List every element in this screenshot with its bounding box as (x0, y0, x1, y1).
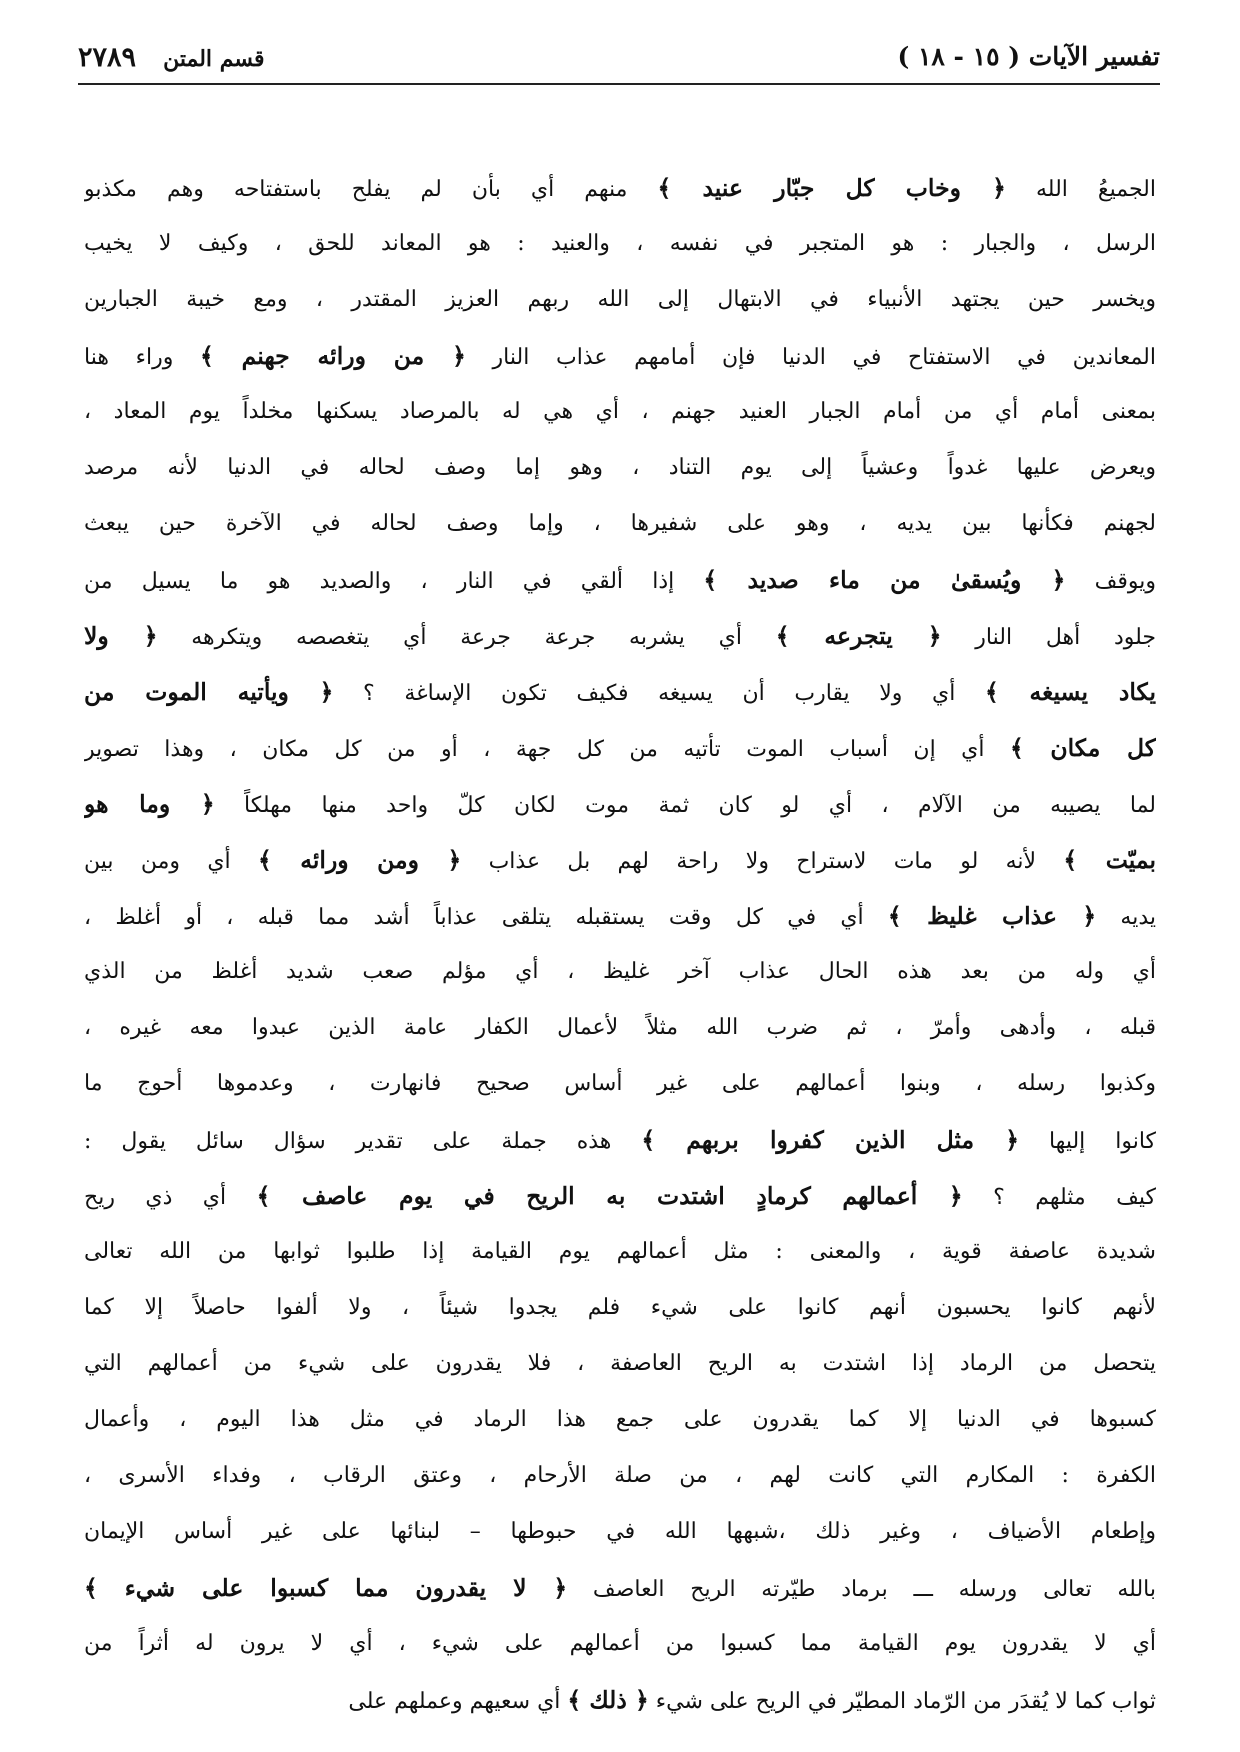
commentary-segment: وكذبوا رسله ، وبنوا أعمالهم على غير أساس صحيح فانهارت ، وعدموها أحوج ما (84, 1071, 1156, 1096)
text-line (84, 776, 1156, 832)
commentary-segment: كيف مثلهم ؟ (962, 1185, 1156, 1210)
header-section-name: قسم المتن (163, 46, 265, 72)
quran-verse-segment: يكاد يسيغه ﴾ (984, 678, 1156, 706)
quran-verse-segment: ﴿ لا يقدرون مما كسبوا على شيء ﴾ (84, 1574, 568, 1602)
commentary-segment: كانوا إليها (1019, 1129, 1156, 1154)
text-line (84, 1280, 1156, 1336)
commentary-body (84, 160, 1156, 1728)
commentary-segment: وراء هنا (84, 345, 200, 370)
commentary-segment: منهم أي بأن لم يفلح باستفتاحه وهم مكذبو (84, 177, 658, 202)
text-line (84, 272, 1156, 328)
commentary-segment: شديدة عاصفة قوية ، والمعنى : مثل أعمالهم يوم القيامة إذا طلبوا ثوابها من الله تعالى (84, 1239, 1156, 1264)
text-line (84, 720, 1156, 776)
commentary-segment: أي لا يقدرون يوم القيامة مما كسبوا من أعمالهم على شيء ، أي لا يرون له أثراً من (84, 1631, 1156, 1656)
text-line (84, 664, 1156, 720)
commentary-segment: الجميعُ الله (1005, 177, 1156, 202)
commentary-segment: بمعنى أمام أي من أمام الجبار العنيد جهنم ، أي هي له بالمرصاد يسكنها مخلداً يوم المعاد ، (84, 399, 1156, 424)
text-line (84, 1392, 1156, 1448)
quran-verse-segment: ﴿ أعمالهم كرمادٍ اشتدت به الريح في يوم عاصف ﴾ (256, 1182, 963, 1210)
commentary-segment: ويوقف (1065, 569, 1156, 594)
text-line (84, 608, 1156, 664)
text-line (84, 1616, 1156, 1672)
text-line (84, 328, 1156, 384)
text-line (84, 1224, 1156, 1280)
text-line (84, 216, 1156, 272)
quran-verse-segment: ﴿ مثل الذين كفروا بربهم ﴾ (641, 1126, 1020, 1154)
commentary-segment: أي في كل وقت يستقبله يتلقى عذاباً أشد مما قبله ، أو أغلظ ، (84, 905, 888, 930)
commentary-segment: لأنه لو مات لاستراح ولا راحة لهم بل عذاب (461, 849, 1064, 874)
text-line (84, 384, 1156, 440)
text-line (84, 1336, 1156, 1392)
commentary-segment: أي إن أسباب الموت تأتيه من كل جهة ، أو من كل مكان ، وهذا تصوير (84, 737, 1010, 762)
quran-verse-segment: بميّت ﴾ (1063, 846, 1156, 874)
commentary-segment: لما يصيبه من الآلام ، أي لو كان ثمة موت لكان كلّ واحد منها مهلكاً (214, 793, 1156, 818)
text-line (84, 888, 1156, 944)
commentary-segment: إذا ألقي في النار ، والصديد هو ما يسيل من (84, 569, 704, 594)
commentary-segment: المعاندين في الاستفتاح في الدنيا فإن أمامهم عذاب النار (465, 345, 1156, 370)
quran-verse-segment: ﴿ وما هو (84, 790, 215, 818)
commentary-segment: هذه جملة على تقدير سؤال سائل يقول : (84, 1129, 642, 1154)
text-line (84, 1056, 1156, 1112)
page-number: ٢٧٨٩ (78, 42, 137, 73)
text-line (84, 160, 1156, 216)
text-line (84, 1000, 1156, 1056)
quran-verse-segment: ﴿ عذاب غليظ ﴾ (887, 902, 1097, 930)
text-line (84, 832, 1156, 888)
quran-verse-segment: ﴿ ذلك ﴾ (567, 1686, 649, 1714)
commentary-segment: لأنهم كانوا يحسبون أنهم كانوا على شيء فلم يجدوا شيئاً ، ولا ألفوا حاصلاً إلا كما (84, 1295, 1156, 1320)
quran-verse-segment: ﴿ ولا (84, 622, 158, 650)
header-left-block (78, 42, 264, 73)
commentary-segment: وإطعام الأضياف ، وغير ذلك ،شبهها الله في حبوطها – لبنائها على غير أساس الإيمان (84, 1519, 1156, 1544)
text-line (84, 1672, 1156, 1728)
commentary-segment: يديه (1096, 905, 1156, 930)
text-line (84, 552, 1156, 608)
quran-verse-segment: كل مكان ﴾ (1009, 734, 1156, 762)
header-divider (78, 83, 1160, 85)
commentary-segment: أي ولا يقارب أن يسيغه فكيف تكون الإساغة ؟ (333, 681, 985, 706)
commentary-segment: أي يشربه جرعة جرعة أي يتغصصه ويتكرهه (157, 625, 776, 650)
text-line (84, 1168, 1156, 1224)
commentary-segment: ويعرض عليها غدواً وعشياً إلى يوم التناد ، وهو إما وصف لحاله في الدنيا لأنه مرصد (84, 455, 1156, 480)
text-line (84, 496, 1156, 552)
commentary-segment: ويخسر حين يجتهد الأنبياء في الابتهال إلى الله ربهم العزيز المقتدر ، ومع خيبة الجبارين (84, 287, 1156, 312)
quran-verse-segment: ﴿ ويأتيه الموت من (84, 678, 334, 706)
commentary-segment: أي سعيهم وعملهم على (348, 1689, 568, 1714)
text-line (84, 1560, 1156, 1616)
quran-verse-segment: ﴿ من ورائه جهنم ﴾ (199, 342, 466, 370)
commentary-segment: أي وله من بعد هذه الحال عذاب آخر غليظ ، أي مؤلم صعب شديد أغلظ من الذي (84, 959, 1156, 984)
commentary-segment: أي ذي ريح (84, 1185, 257, 1210)
text-line (84, 1112, 1156, 1168)
text-line (84, 944, 1156, 1000)
commentary-segment: الرسل ، والجبار : هو المتجبر في نفسه ، والعنيد : هو المعاند للحق ، وكيف لا يخيب (84, 231, 1156, 256)
quran-verse-segment: ﴿ ويُسقىٰ من ماء صديد ﴾ (703, 566, 1066, 594)
commentary-segment: بالله تعالى ورسله ـــ برماد طيّرته الريح العاصف (567, 1577, 1156, 1602)
commentary-segment: الكفرة : المكارم التي كانت لهم ، من صلة الأرحام ، وعتق الرقاب ، وفداء الأسرى ، (84, 1463, 1156, 1488)
commentary-segment: لجهنم فكأنها بين يديه ، وهو على شفيرها ، وإما وصف لحاله في الآخرة حين يبعث (84, 511, 1156, 536)
text-line (84, 1504, 1156, 1560)
quran-verse-segment: ﴿ يتجرعه ﴾ (775, 622, 942, 650)
commentary-segment: أي ومن بين (84, 849, 258, 874)
header-verses-title: تفسير الآيات ( ١٥ - ١٨ ) (897, 42, 1160, 71)
commentary-segment: كسبوها في الدنيا إلا كما يقدرون على جمع هذا الرماد في مثل هذا اليوم ، وأعمال (84, 1407, 1156, 1432)
quran-verse-segment: ﴿ وخاب كل جبّار عنيد ﴾ (657, 174, 1006, 202)
commentary-segment: جلود أهل النار (941, 625, 1156, 650)
commentary-segment: ثواب كما لا يُقدَر من الرّماد المطيّر في الريح على شيء (648, 1689, 1156, 1714)
commentary-segment: قبله ، وأدهى وأمرّ ، ثم ضرب الله مثلاً لأعمال الكفار عامة الذين عبدوا معه غيره ، (84, 1015, 1156, 1040)
quran-verse-segment: ﴿ ومن ورائه ﴾ (257, 846, 462, 874)
text-line (84, 440, 1156, 496)
text-line (84, 1448, 1156, 1504)
running-header (78, 38, 1160, 82)
commentary-segment: يتحصل من الرماد إذا اشتدت به الريح العاصفة ، فلا يقدرون على شيء من أعمالهم التي (84, 1351, 1156, 1376)
